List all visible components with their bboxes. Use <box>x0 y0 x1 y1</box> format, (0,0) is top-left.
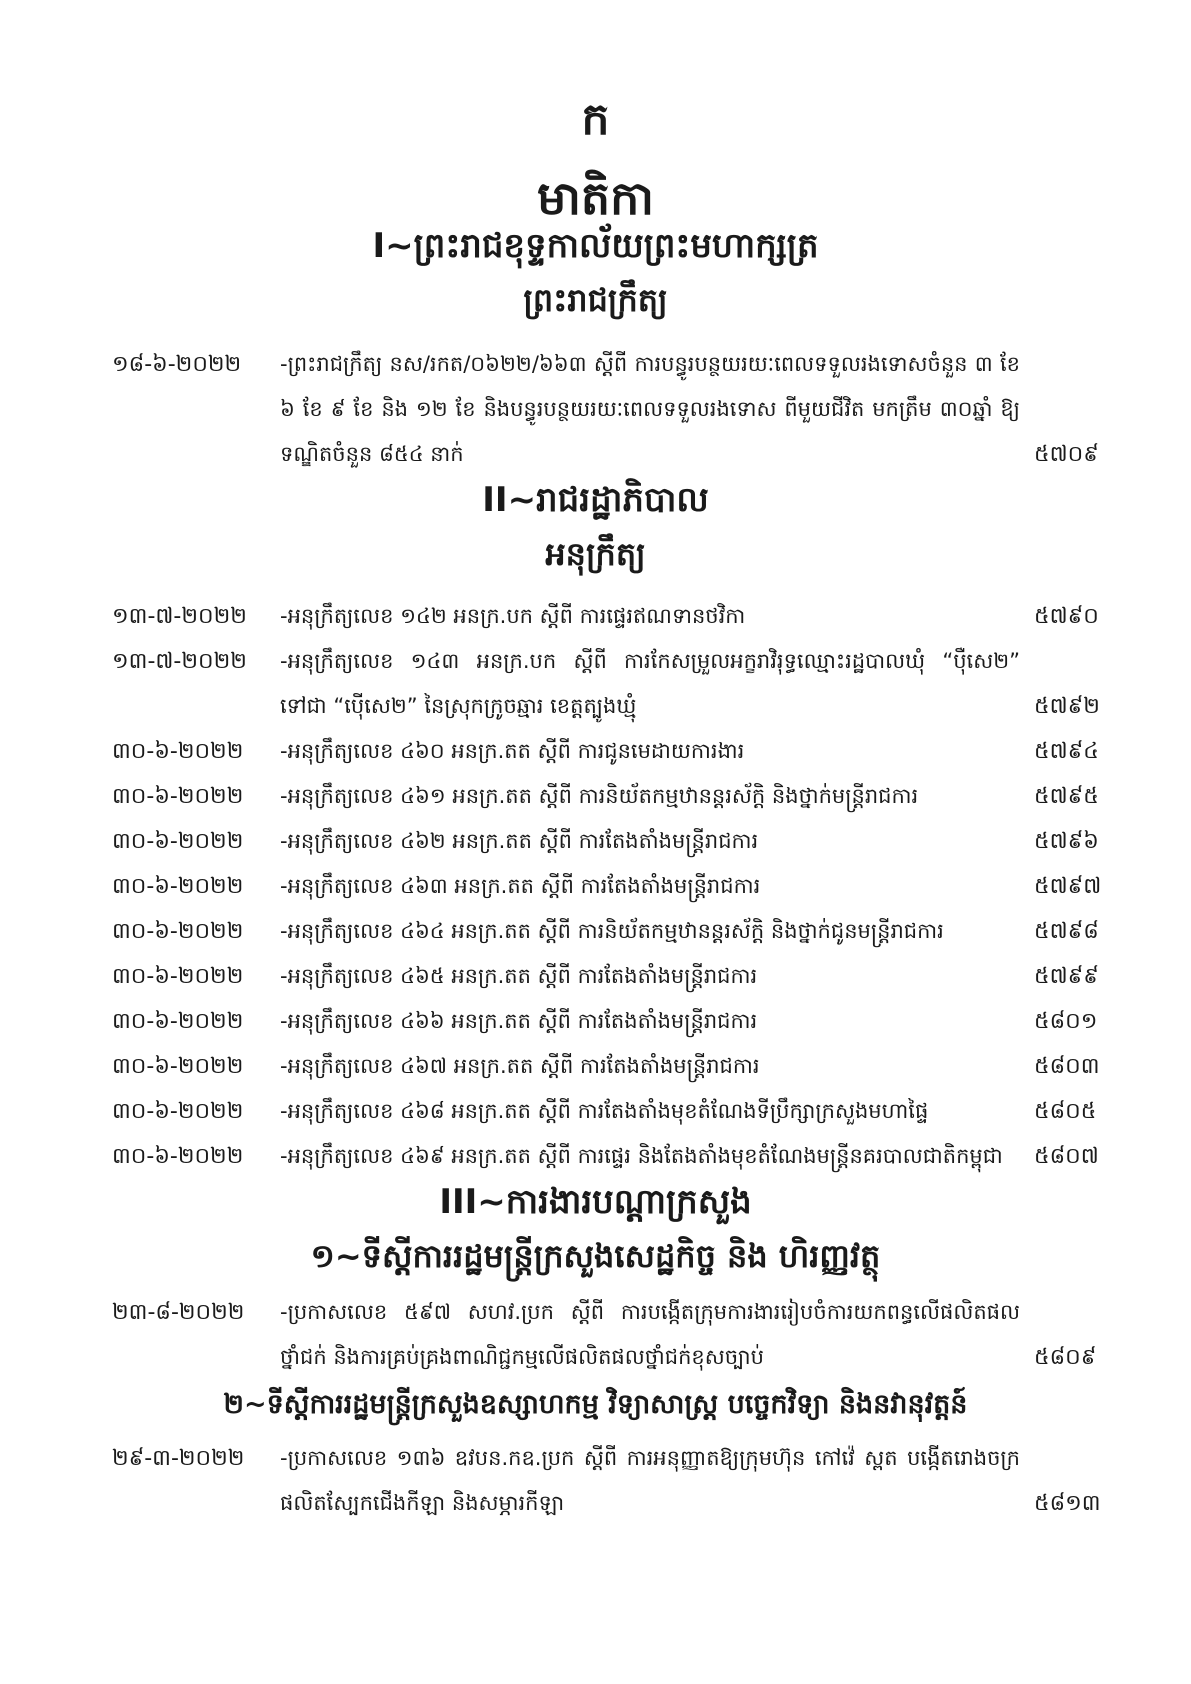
entry-date: ៣០-៦-២០២២ <box>112 874 244 899</box>
entry-date: ៣០-៦-២០២២ <box>112 1144 244 1169</box>
entry-text: -អនុក្រឹត្យលេខ ៤៦៨ អនក្រ.តត ស្ដីពី ការតែងតាំងមុខតំណែងទីប្រឹក្សាក្រសួងមហាផ្ទៃ <box>280 1099 929 1123</box>
entry-page: ៥៨០៥ <box>1034 1099 1097 1124</box>
entry-text: -អនុក្រឹត្យលេខ ៤៦៣ អនក្រ.តត ស្ដីពី ការតែងតាំងមន្ត្រីរាជការ <box>280 874 761 898</box>
entry-text: -អនុក្រឹត្យលេខ ១៤៣ អនក្រ.បក ស្ដីពី ការកែសម្រួលអក្ខរាវិរុទ្ធឈ្មោះរដ្ឋបាលឃុំ “ប៉ឺសេ២” ទៅជា “ប៉ើសេ២” នៃស្រុកក្រូចឆ្មារ ខេត្តត្បូងឃ្មុំ <box>280 649 1020 718</box>
entry-text: -អនុក្រឹត្យលេខ ៤៦៩ អនក្រ.តត ស្ដីពី ការផ្ទេរ និងតែងតាំងមុខតំណែងមន្ត្រីនគរបាលជាតិកម្ពុជា <box>280 1144 1003 1168</box>
entry-date: ២៩-៣-២០២២ <box>112 1446 245 1471</box>
entry-date: ៣០-៦-២០២២ <box>112 829 244 854</box>
entry-date: ៣០-៦-២០២២ <box>112 739 244 764</box>
entry-text: -អនុក្រឹត្យលេខ ១៤២ អនក្រ.បក ស្ដីពី ការផ្ទេរឥណទានថវិកា <box>280 604 746 628</box>
entry-text: -ព្រះរាជក្រឹត្យ នស/រកត/០៦២២/៦៦៣ ស្ដីពី ការបន្ធូរបន្ថយរយៈពេលទទួលរងទោសចំនួន ៣ ខែ ៦ ខែ ៩ ខែ និង ១២ ខែ និងបន្ធូរបន្ថយរយៈពេលទទួលរងទោស ពីមួយជីវិត មកត្រឹម ៣០ឆ្នាំ ឱ្យទណ្ឌិតចំនួន ៨៥៤ នាក់ <box>280 352 1020 466</box>
entry-text: -ប្រកាសលេខ ១៣៦ ឧវបន.កឧ.ប្រក ស្ដីពី ការអនុញ្ញាតឱ្យក្រុមហ៊ុន កៅវ៉េ ស្ពត បង្កើតរោងចក្រ ផលិតស្បែកជើងកីឡា និងសម្ភារកីឡា <box>280 1446 1020 1515</box>
entry-text: -អនុក្រឹត្យលេខ ៤៦១ អនក្រ.តត ស្ដីពី ការនិយ័តកម្មឋានន្តរស័ក្តិ និងថ្នាក់មន្ត្រីរាជការ <box>280 784 919 808</box>
entry-page: ៥៧៩៥ <box>1034 784 1099 809</box>
entry-date: ៣០-៦-២០២២ <box>112 1009 244 1034</box>
entry-text: -អនុក្រឹត្យលេខ ៤៦៥ អនក្រ.តត ស្ដីពី ការតែងតាំងមន្ត្រីរាជការ <box>280 964 758 988</box>
entry-page: ៥៧៩៩ <box>1034 964 1099 989</box>
entry-date: ៣០-៦-២០២២ <box>112 784 244 809</box>
entry-date: ២៣-៨-២០២២ <box>112 1300 245 1325</box>
entry-date: ៣០-៦-២០២២ <box>112 1054 244 1079</box>
entry-date: ១៨-៦-២០២២ <box>112 352 242 377</box>
entry-text: -ប្រកាសលេខ ៥៩៧ សហវ.ប្រក ស្ដីពី ការបង្កើតក្រុមការងាររៀបចំការយកពន្ធលើផលិតផលថ្នាំជក់ និងការគ្រប់គ្រងពាណិជ្ជកម្មលើផលិតផលថ្នាំជក់ខុសច្បាប់ <box>280 1300 1020 1369</box>
section-subheading: ព្រះរាជក្រឹត្យ <box>523 281 668 319</box>
entry-date: ៣០-៦-២០២២ <box>112 964 244 989</box>
entry-text: -អនុក្រឹត្យលេខ ៤៦៦ អនក្រ.តត ស្ដីពី ការតែងតាំងមន្ត្រីរាជការ <box>280 1009 758 1033</box>
part-heading: I~ព្រះរាជខុទ្ទកាល័យព្រះមហាក្សត្រ <box>372 226 819 266</box>
entry-date: ៣០-៦-២០២២ <box>112 919 244 944</box>
entry-page: ៥៧៩៧ <box>1034 874 1102 899</box>
entry-page: ៥៨០១ <box>1034 1009 1098 1034</box>
section-subheading: ២~ទីស្ដីការរដ្ឋមន្ត្រីក្រសួងឧស្សាហកម្ម វិទ្យាសាស្ត្រ បច្ចេកវិទ្យា និងនវានុវត្តន៍ <box>223 1389 968 1420</box>
entry-page: ៥៧០៩ <box>1034 442 1099 467</box>
entry-page: ៥៧៩២ <box>1034 694 1100 719</box>
entry-text: -អនុក្រឹត្យលេខ ៤៦៧ អនក្រ.តត ស្ដីពី ការតែងតាំងមន្ត្រីរាជការ <box>280 1054 760 1078</box>
entry-date: ១៣-៧-២០២២ <box>112 604 247 629</box>
entry-page: ៥៧៩៨ <box>1034 919 1099 944</box>
entry-page: ៥៨០៣ <box>1034 1054 1100 1079</box>
entry-page: ៥៧៩៤ <box>1034 739 1099 764</box>
entry-date: ១៣-៧-២០២២ <box>112 649 247 674</box>
page-letter: ក <box>581 94 610 145</box>
entry-text: -អនុក្រឹត្យលេខ ៤៦០ អនក្រ.តត ស្ដីពី ការជូនមេដាយការងារ <box>280 739 745 763</box>
entry-page: ៥៨១៣ <box>1034 1491 1101 1516</box>
page-title: មាតិកា <box>537 171 654 225</box>
section-subheading: អនុក្រឹត្យ <box>545 535 646 573</box>
entry-page: ៥៨០៧ <box>1034 1144 1099 1169</box>
entry-text: -អនុក្រឹត្យលេខ ៤៦២ អនក្រ.តត ស្ដីពី ការតែងតាំងមន្ត្រីរាជការ <box>280 829 759 853</box>
entry-page: ៥៧៩០ <box>1034 604 1099 629</box>
entry-page: ៥៨០៩ <box>1034 1345 1097 1370</box>
part-heading: II~រាជរដ្ឋាភិបាល <box>482 480 709 520</box>
part-heading: III~ការងារបណ្ដាក្រសួង <box>439 1182 752 1222</box>
entry-page: ៥៧៩៦ <box>1034 829 1099 854</box>
section-subheading: ១~ទីស្ដីការរដ្ឋមន្ត្រីក្រសួងសេដ្ឋកិច្ច និង ហិរញ្ញវត្ថុ <box>310 1237 881 1275</box>
entry-date: ៣០-៦-២០២២ <box>112 1099 244 1124</box>
entry-text: -អនុក្រឹត្យលេខ ៤៦៤ អនក្រ.តត ស្ដីពី ការនិយ័តកម្មឋានន្តរស័ក្តិ និងថ្នាក់ជូនមន្ត្រីរាជការ <box>280 919 944 943</box>
